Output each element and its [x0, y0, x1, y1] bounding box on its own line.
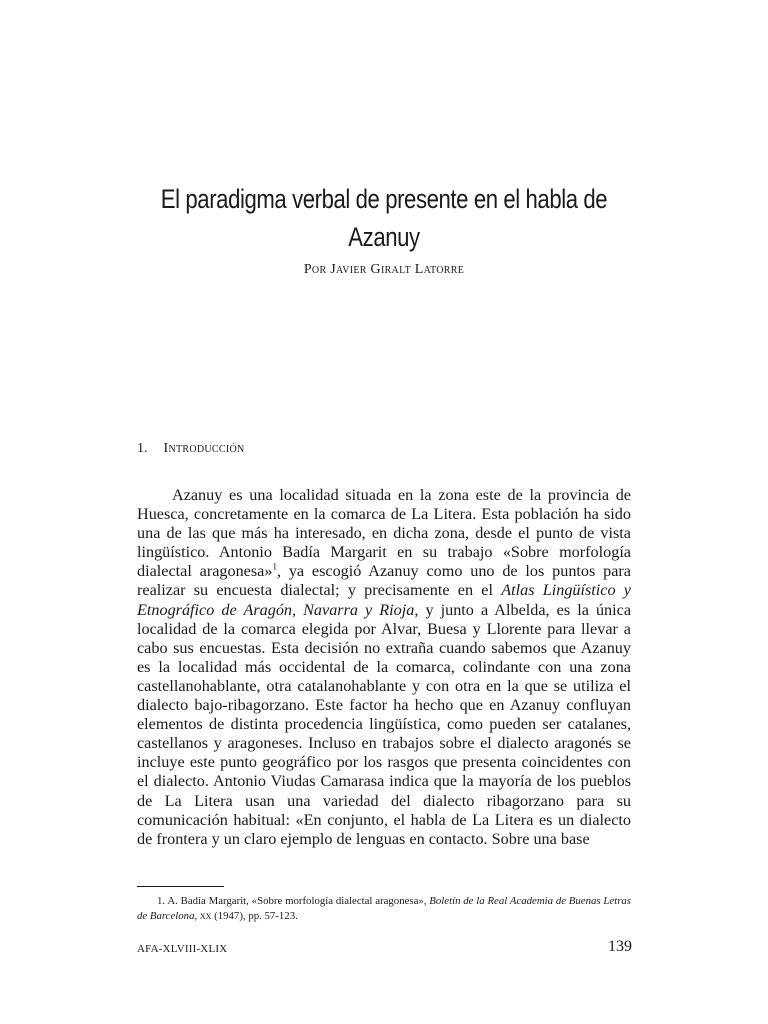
author-name: Javier Giralt Latorre: [330, 262, 465, 277]
section-heading: [137, 441, 245, 457]
footnote-number: 1.: [157, 895, 166, 907]
article-title-line1: El paradigma verbal de presente en el habla de: [160, 184, 608, 214]
footnote-text-after: (1947), pp. 57-123.: [211, 910, 298, 922]
body-text-part1: Azanuy es una localidad situada en la zona este de la provincia de Huesca, concretamente en la comarca de La Litera. Esta población ha sido una de las que más ha interesado, en dicha zona, desde el punto de vista lingüístico. Antonio Badía Margarit en su trabajo «Sobre morfología dialectal aragonesa»: [137, 486, 631, 581]
author-prefix: Por: [303, 262, 327, 277]
section-number: 1.: [137, 441, 148, 456]
article-title-line2: Azanuy: [348, 222, 420, 252]
body-paragraph: [137, 486, 631, 849]
page-number: 139: [608, 938, 632, 955]
article-title: [151, 180, 617, 256]
running-head: AFA-XLVIII-XLIX: [137, 943, 228, 955]
footnote-text-before: A. Badía Margarit, «Sobre morfología dialectal aragonesa»,: [167, 895, 430, 907]
atlas-title: Atlas Lingüístico y Etnográfico de Aragón, Navarra y Rioja,: [137, 581, 631, 619]
article-author: [100, 262, 668, 278]
footnote-volume: xx: [199, 910, 212, 922]
body-text-part2: , ya escogió Azanuy como uno de los puntos para realizar su encuesta dialectal; y precisamente en el: [137, 562, 631, 600]
footnote-divider: [137, 886, 224, 887]
footnote-reference[interactable]: 1: [272, 561, 277, 572]
footnote: 1. A. Badía Margarit, «Sobre morfología dialectal aragonesa», Boletín de la Real Academia de Buenas Letras de Barcelona, xx (1947), pp. 57-123.: [137, 895, 631, 922]
footnote-journal: Boletín de la Real Academia de Buenas Letras de Barcelona: [137, 895, 631, 922]
section-title: Introducción: [163, 441, 245, 456]
body-text-part3: y junto a Albelda, es la única localidad de la comarca elegida por Alvar, Buesa y Llorente para llevar a cabo sus encuestas. Esta decisión no extraña cuando sabemos que Azanuy es la localidad más occidental de la comarca, colindante con una zona castellanohablante, otra catalanohablante y con otra en la que se utiliza el dialecto bajo-ribagorzano. Este factor ha hecho que en Azanuy confluyan elementos de distinta procedencia lingüística, como pueden ser catalanes, castellanos y aragoneses. Incluso en trabajos sobre el dialecto aragonés se incluye este punto geográfico por los rasgos que presenta coincidentes con el dialecto. Antonio Viudas Camarasa indica que la mayoría de los pueblos de La Litera usan una variedad del dialecto ribagorzano para su comunicación habitual: «En conjunto, el habla de La Litera es un dialecto de frontera y un claro ejemplo de lenguas en contacto. Sobre una base: [137, 600, 632, 848]
